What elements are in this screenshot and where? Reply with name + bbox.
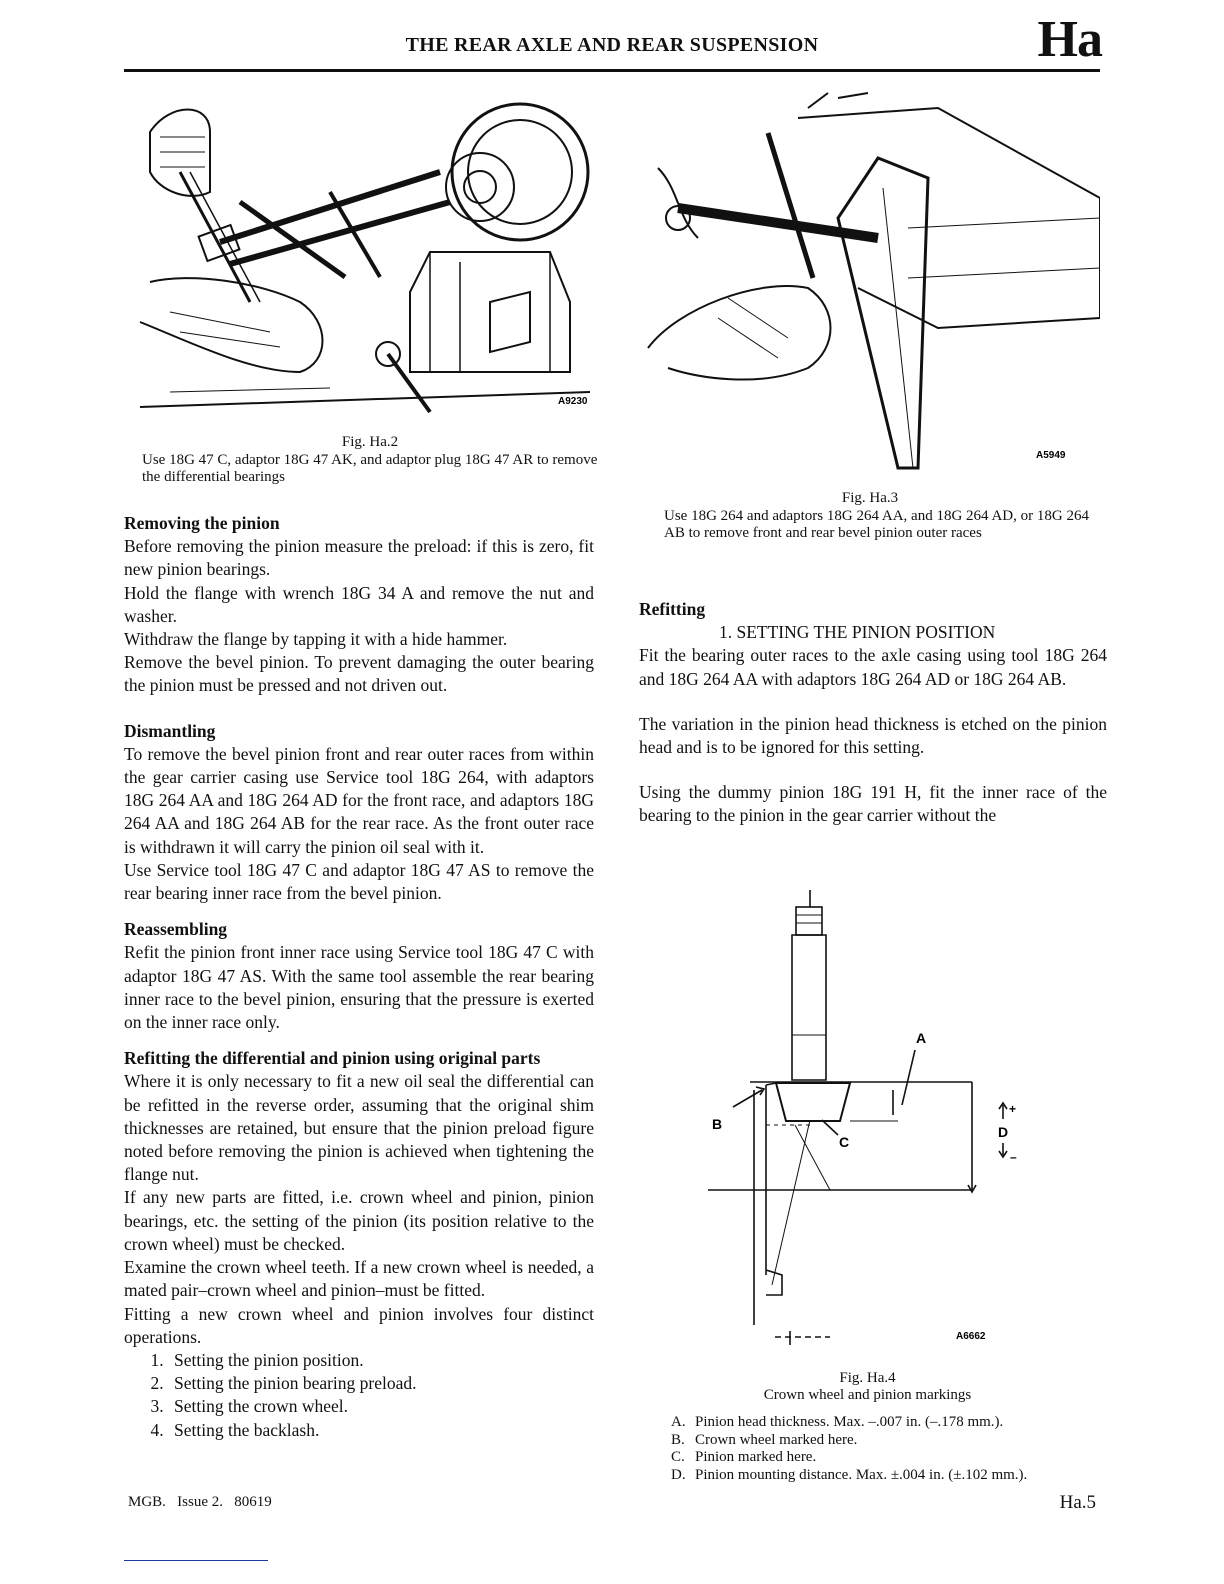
legend-item — [671, 1432, 1101, 1450]
fig-ha3-caption: Use 18G 264 and adaptors 18G 264 AA, and 18G 264 AD, or 18G 264 AB to remove front and rear bevel pinion outer races — [664, 508, 1089, 541]
fig-ha3-ref-code: A5949 — [1036, 450, 1066, 461]
left-column — [124, 512, 594, 1442]
footer-page-number: Ha.5 — [1059, 1492, 1096, 1513]
removing-p1: Before removing the pinion measure the preload: if this is zero, fit new pinion bearings. — [124, 536, 594, 580]
fig-ha4-ref-code: A6662 — [956, 1331, 986, 1342]
fig-ha2-illustration — [130, 92, 600, 420]
fig-ha4-legend — [671, 1414, 1101, 1484]
legend-text: Pinion marked here. — [695, 1449, 817, 1465]
legend-text: Crown wheel marked here. — [695, 1431, 858, 1448]
heading-reassembling: Reassembling — [124, 919, 228, 940]
refitting-diff-p2: If any new parts are fitted, i.e. crown wheel and pinion, pinion bearings, etc. the setting of the pinion (its position relative to the crown wheel) must be checked. — [124, 1187, 594, 1254]
legend-key: B. — [671, 1431, 685, 1448]
right-column — [639, 598, 1107, 828]
refitting-p1: Fit the bearing outer races to the axle casing using tool 18G 264 and 18G 264 AA with adaptors 18G 264 AD or 18G 264 AB. — [639, 645, 1107, 689]
operations-list — [124, 1349, 594, 1442]
fig-ha3-illustration — [638, 88, 1100, 488]
fig-ha4-drawing — [690, 885, 1030, 1355]
fig-ha4-diagram — [690, 885, 1030, 1355]
refitting-p3: Using the dummy pinion 18G 191 H, fit the inner race of the bearing to the pinion in the gear carrier without the — [639, 782, 1107, 826]
dismantling-p1: To remove the bevel pinion front and rear outer races from within the gear carrier casing use Service tool 18G 264, with adaptors 18G 264 AA and 18G 264 AD for the front race, and adaptors 18G 264 AA and 18G 264 AB for the rear race. As the front outer race is withdrawn it will carry the pinion oil seal with it. — [124, 743, 594, 857]
refitting-p2: The variation in the pinion head thickness is etched on the pinion head and is to be ignored for this setting. — [639, 713, 1107, 758]
heading-removing-pinion: Removing the pinion — [124, 513, 280, 533]
header-rule — [124, 69, 1100, 72]
legend-text: Pinion head thickness. Max. –.007 in. (–.178 mm.). — [695, 1414, 1004, 1430]
refitting-diff-p3: Examine the crown wheel teeth. If a new crown wheel is needed, a mated pair–crown wheel and pinion–must be fitted. — [124, 1257, 594, 1301]
refitting-diff-p4: Fitting a new crown wheel and pinion involves four distinct operations. — [124, 1303, 594, 1347]
operation-item: 1. Setting the pinion position. — [168, 1349, 594, 1372]
fig-ha3-drawing — [638, 88, 1100, 488]
page-header-title: THE REAR AXLE AND REAR SUSPENSION — [405, 34, 819, 56]
legend-key: C. — [671, 1449, 685, 1465]
reassembling-p1: Refit the pinion front inner race using Service tool 18G 47 C with adaptor 18G 47 AS. With the same tool assemble the rear bearing inner race to the bevel pinion, ensuring that the pressure is exerted on the inner race only. — [124, 942, 594, 1033]
heading-refitting: Refitting — [639, 599, 706, 619]
marker-minus: – — [1010, 1150, 1017, 1164]
dismantling-p2: Use Service tool 18G 47 C and adaptor 18G 47 AS to remove the rear bearing inner race from the bevel pinion. — [124, 859, 594, 904]
legend-text: Pinion mounting distance. Max. ±.004 in. (±.102 mm.). — [695, 1466, 1028, 1483]
operation-item: 4. Setting the backlash. — [168, 1419, 594, 1442]
heading-refitting-differential: Refitting the differential and pinion using original parts — [124, 1048, 541, 1069]
legend-key: A. — [671, 1414, 686, 1430]
legend-item — [671, 1467, 1101, 1485]
fig-ha4-title: Crown wheel and pinion markings — [763, 1387, 972, 1403]
fig-ha2-ref-code: A9230 — [558, 396, 588, 407]
marker-a: A — [916, 1030, 927, 1046]
subheading-setting-pinion-position: 1. SETTING THE PINION POSITION — [719, 622, 996, 643]
removing-p2: Hold the flange with wrench 18G 34 A and remove the nut and washer. — [124, 582, 594, 626]
marker-b: B — [712, 1116, 723, 1132]
fig-ha3-label: Fig. Ha.3 — [841, 490, 899, 506]
footer-issue: MGB. Issue 2. 80619 — [128, 1494, 272, 1510]
fig-ha2-caption: Use 18G 47 C, adaptor 18G 47 AK, and adaptor plug 18G 47 AR to remove the differential bearings — [142, 452, 598, 485]
legend-item — [671, 1449, 1101, 1467]
fig-ha2-drawing — [130, 92, 600, 420]
legend-key: D. — [671, 1466, 686, 1483]
legend-item — [671, 1414, 1101, 1432]
fig-ha2-label: Fig. Ha.2 — [341, 434, 399, 450]
section-code: Ha — [1037, 11, 1102, 68]
marker-c: C — [839, 1134, 850, 1150]
marker-plus: + — [1009, 1102, 1017, 1116]
bottom-rule — [124, 1560, 268, 1561]
fig-ha4-label: Fig. Ha.4 — [839, 1370, 896, 1386]
heading-dismantling: Dismantling — [124, 720, 216, 741]
removing-p4: Remove the bevel pinion. To prevent damaging the outer bearing the pinion must be pressed and not driven out. — [124, 652, 594, 696]
operation-item: 2. Setting the pinion bearing preload. — [168, 1372, 594, 1395]
refitting-diff-p1: Where it is only necessary to fit a new oil seal the differential can be refitted in the reverse order, assuming that the original shim thicknesses are retained, but ensure that the pinion preload figure noted before removing the pinion is achieved when tightening the flange nut. — [124, 1071, 594, 1185]
removing-p3: Withdraw the flange by tapping it with a hide hammer. — [124, 629, 508, 650]
marker-d: D — [998, 1124, 1009, 1140]
operation-item: 3. Setting the crown wheel. — [168, 1395, 594, 1418]
